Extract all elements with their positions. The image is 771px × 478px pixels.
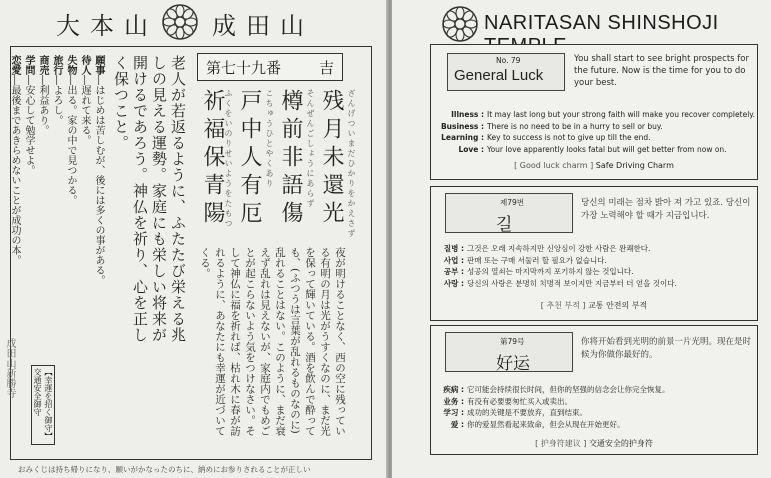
fortune-result: 吉 — [318, 58, 334, 77]
furigana-2: そんぜんごしょうにあらず — [306, 89, 315, 209]
detail-row: 业务 : 有没有必要要匆忙买入或卖出。 — [443, 396, 572, 406]
detail-row: 질병 : 그것은 오래 지속하지만 신앙심이 강한 사람은 완쾌한다. — [443, 244, 651, 253]
category-item: 失物―出る。家の中で見つかる。 — [65, 55, 76, 205]
detail-row: 学习 : 成功的关键是不要放弃，直到结束。 — [443, 408, 587, 417]
category-item: 商売―利益あり。 — [37, 55, 48, 135]
fortune-details-ko — [439, 243, 677, 289]
furigana-4: ふくをいのりせいようをたもつ — [224, 89, 233, 229]
poem-line-1: 残月未還光 — [319, 89, 344, 229]
fortune-card-korean — [430, 186, 758, 321]
poem-line-4: 祈福保青陽 — [200, 89, 225, 229]
fortune-categories — [7, 55, 105, 347]
fortune-number-zh: 第79号 — [500, 337, 525, 346]
furigana-3: こちゅうひとやくあり — [265, 89, 274, 189]
category-item: 学問―安心して勉学せよ。 — [23, 55, 34, 175]
fortune-number-box — [197, 53, 343, 81]
charm-recommendation-en: [ Good luck charm ] Safe Driving Charm — [514, 161, 674, 170]
poem-line-3: 戸中人有厄 — [237, 89, 262, 229]
fortune-card-chinese — [430, 325, 758, 455]
detail-row: Business : There is no need to be in a hurry to sell or buy. — [440, 121, 663, 131]
category-item: 旅行―よろし。 — [51, 55, 62, 125]
amulet-recommendation-jp: 【幸運を招く御守】交通安全御守 — [31, 365, 55, 445]
temple-title: NARITASAN SHINSHOJI — [484, 12, 719, 34]
detail-row: Love : Your love apparently looks fatal but will get better from now on. — [458, 144, 727, 154]
fortune-card-english — [430, 44, 758, 180]
header-daihonzan: 大本山 — [56, 12, 158, 40]
fortune-body-jp — [7, 55, 187, 347]
fortune-message-en: You shall start to see bright prospects for the future. Now is the time for you to do your best. — [574, 54, 749, 88]
fortune-main-text: 老人が若返るように、ふたたび栄える兆しの見える運勢。家庭にも栄しい将来が開けるであろう。神仏を祈り、心を正しく保つこと。 — [112, 55, 187, 343]
fortune-message-ko: 당신의 미래는 점차 밝아 져 가고 있죠. 당신이 가장 노력해야 할 때가 지금입니다. — [581, 198, 751, 221]
footnote: おみくじは持ち帰りになり、願いがかなったのちに、納めにお参りされることが正しい — [18, 465, 311, 474]
detail-row: 사업 : 판매 또는 구매 서둘러 할 필요가 없습니다. — [443, 255, 607, 265]
charm-recommendation-ko: [ 추천 부적 ] 교통 안전의 부적 — [540, 301, 648, 310]
category-item: 恋愛―最後まであきらめないことが成功の本。 — [9, 55, 20, 265]
detail-row: Learning : Key to success is not to give up till the end. — [441, 133, 651, 142]
fortune-heading-ko — [445, 193, 573, 233]
temple-seal-icon — [160, 2, 200, 42]
fortune-name-ko: 길 — [496, 215, 513, 235]
fortune-details-zh — [439, 384, 670, 430]
edge-text: 成田山新勝寺 — [4, 338, 15, 398]
category-item: 願事―はじめは苦しむが、後には多くの事がある。 — [93, 55, 104, 285]
fortune-heading-zh — [445, 332, 573, 372]
category-item: 待人―遅れて来る。 — [79, 55, 90, 145]
fortune-details-en — [439, 109, 755, 155]
fortune-number: 第七十九番 — [206, 58, 282, 77]
poem-explanation: 夜が明けることなく、西の空に残っている有明の月は光がうすくなのに、まだ光を保って輝いている。酒を飲んで酔っても、(ふつうは言葉が乱れるものなのに)乱れることはない。このように、まだ衰えず乱れは見えないが、家庭内でもめごとが起こらないよう気をつけなさい。そして神仏に福を祈れば、枯れ木に春が訪れるように、あなたにも幸運が近づいてくる。 — [199, 247, 346, 436]
detail-row: 공부 : 성공의 열쇠는 마지막까지 포기하지 않는 것입니다. — [443, 267, 634, 276]
fortune-heading-en — [447, 53, 565, 91]
fortune-name-en: General Luck — [454, 67, 544, 84]
header-naritasan: 成田山 — [212, 12, 314, 40]
fortune-box-jp — [10, 46, 372, 460]
fortune-number-en: No. 79 — [496, 56, 521, 65]
detail-row: 爱 : 你的爱显然看起来致命，但会从现在开始更好。 — [450, 419, 625, 429]
right-page — [392, 0, 771, 478]
charm-recommendation-zh: [ 护身符建议 ] 交通安全的护身符 — [535, 439, 653, 448]
detail-row: Illness : It may last long but your strong faith will make you recover completely. — [451, 110, 756, 119]
fortune-message-zh: 你将开始看到光明的前景一片光明。现在是时候为你做你最好的。 — [581, 337, 752, 360]
detail-row: 疾病 : 它可能会持续很长时间，但你的坚强的信念会让你完全恢复。 — [443, 385, 670, 394]
temple-seal-icon — [440, 4, 480, 44]
fortune-number-ko: 제79번 — [500, 198, 525, 207]
detail-row: 사랑 : 당신의 사랑은 분명히 치명적 보이지만 지금부터 더 얻을 것이다. — [443, 278, 677, 288]
poem-line-2: 樽前非語傷 — [278, 89, 303, 229]
furigana-1: ざんげついまだひかりをかえさず — [347, 89, 356, 239]
fortune-name-zh: 好运 — [496, 354, 530, 374]
